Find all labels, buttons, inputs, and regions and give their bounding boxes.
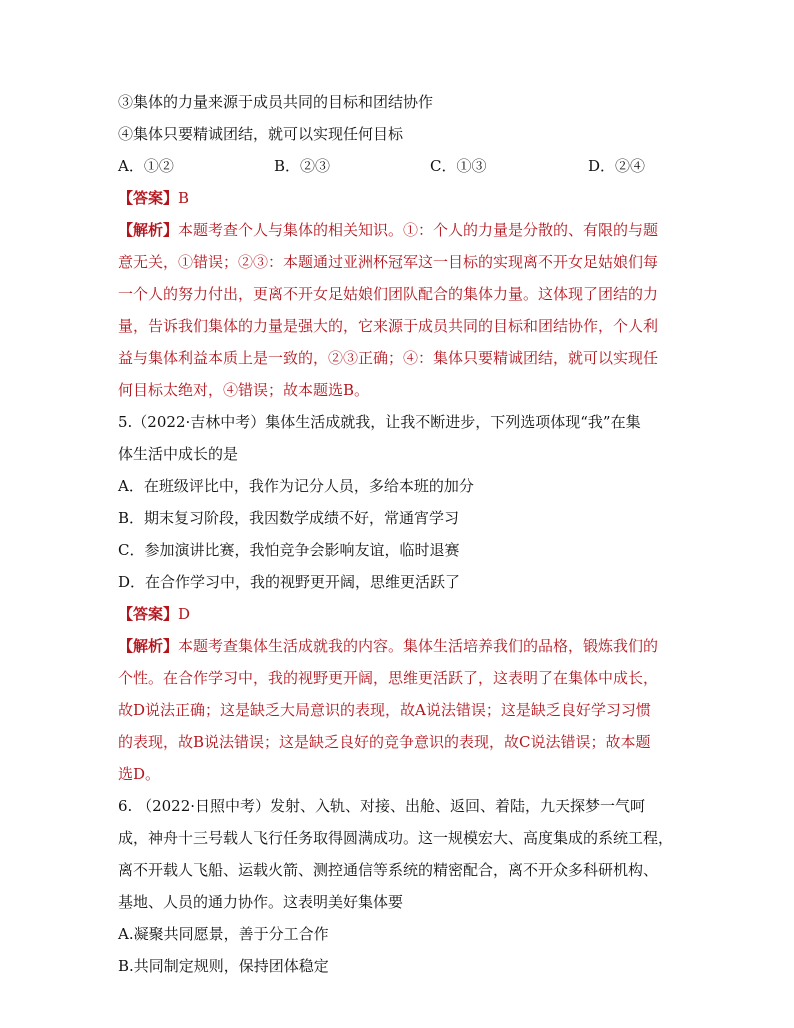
q5-option-c: C．参加演讲比赛，我怕竞争会影响友谊，临时退赛 [118, 541, 460, 559]
q6-option-b: B.共同制定规则，保持团体稳定 [118, 957, 329, 975]
q5-stem-line: 5.（2022·吉林中考）集体生活成就我，让我不断进步，下列选项体现“我”在集 [118, 413, 641, 431]
q6-stem-line: 6. （2022·日照中考）发射、入轨、对接、出舱、返回、着陆，九天探梦一气呵 [118, 797, 646, 815]
q5-stem-line: 体生活中成长的是 [118, 445, 239, 463]
q6-stem-line: 离不开载人飞船、运载火箭、测控通信等系统的精密配合，离不开众多科研机构、 [118, 861, 659, 879]
q4-choice-c: C．①③ [430, 157, 487, 175]
analysis-tag: 【解析】 [118, 637, 179, 655]
q5-analysis-line: 【解析】本题考查集体生活成就我的内容。集体生活培养我们的品格，锻炼我们的 [118, 637, 659, 655]
answer-tag: 【答案】 [118, 605, 179, 623]
q5-option-b: B．期末复习阶段，我因数学成绩不好，常通宵学习 [118, 509, 460, 527]
answer-value: D [178, 605, 191, 623]
q4-analysis-line: 【解析】本题考查个人与集体的相关知识。①：个人的力量是分散的、有限的与题 [118, 221, 659, 239]
analysis-tag: 【解析】 [118, 221, 179, 239]
q4-analysis-line: 量，告诉我们集体的力量是强大的，它来源于成员共同的目标和团结协作，个人利 [118, 317, 659, 335]
q5-analysis-line: 的表现，故B说法错误；这是缺乏良好的竞争意识的表现，故C说法错误；故本题 [118, 733, 651, 751]
q4-analysis-line: 一个人的努力付出，更离不开女足姑娘们团队配合的集体力量。这体现了团结的力 [118, 285, 659, 303]
q4-analysis-line: 何目标太绝对，④错误；故本题选B。 [118, 381, 370, 399]
q5-analysis-line: 故D说法正确；这是缺乏大局意识的表现，故A说法错误；这是缺乏良好学习习惯 [118, 701, 651, 719]
q4-choice-b: B．②③ [274, 157, 331, 175]
q5-answer [118, 604, 688, 624]
q4-analysis-line: 意无关，①错误；②③：本题通过亚洲杯冠军这一目标的实现离不开女足姑娘们每 [118, 253, 659, 271]
q5-analysis-line: 个性。在合作学习中，我的视野更开阔，思维更活跃了，这表明了在集体中成长， [118, 669, 659, 687]
q4-option-3: ③集体的力量来源于成员共同的目标和团结协作 [118, 93, 434, 111]
q6-stem-line: 基地、人员的通力协作。这表明美好集体要 [118, 893, 404, 911]
q4-answer [118, 188, 688, 208]
q6-stem-line: 成，神舟十三号载人飞行任务取得圆满成功。这一规模宏大、高度集成的系统工程， [118, 829, 674, 847]
q4-analysis-line: 益与集体利益本质上是一致的，②③正确；④：集体只要精诚团结，就可以实现任 [118, 349, 659, 367]
q5-option-a: A．在班级评比中，我作为记分人员，多给本班的加分 [118, 477, 474, 495]
q6-option-a: A.凝聚共同愿景，善于分工合作 [118, 925, 329, 943]
q4-option-4: ④集体只要精诚团结，就可以实现任何目标 [118, 125, 404, 143]
q5-analysis-line: 选D。 [118, 765, 161, 783]
answer-tag: 【答案】 [118, 189, 179, 207]
q4-choice-d: D．②④ [588, 157, 646, 175]
answer-value: B [178, 189, 190, 207]
q4-choice-a: A．①② [118, 157, 174, 175]
q5-option-d: D．在合作学习中，我的视野更开阔，思维更活跃了 [118, 573, 461, 591]
